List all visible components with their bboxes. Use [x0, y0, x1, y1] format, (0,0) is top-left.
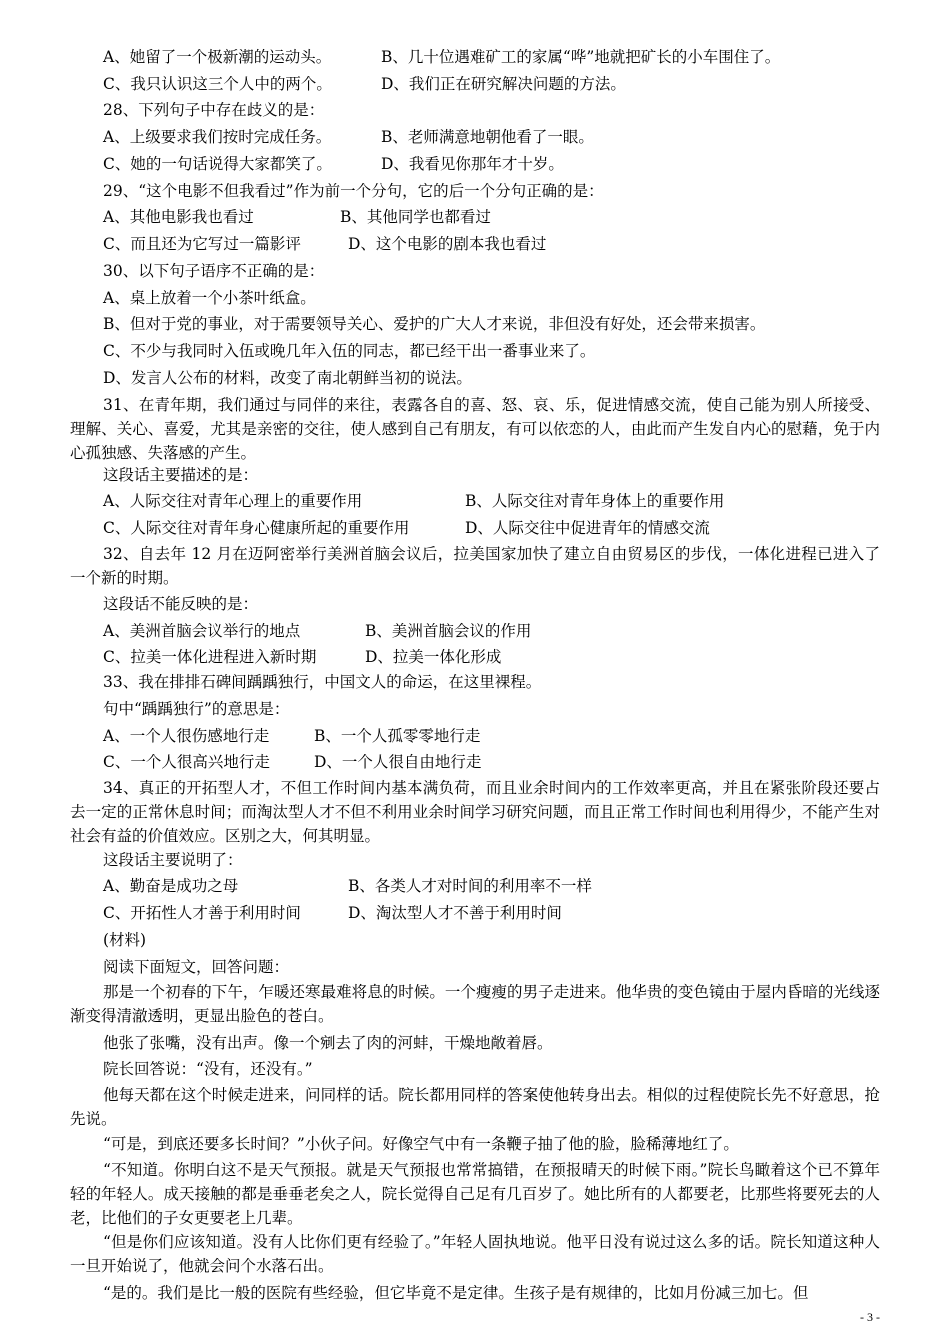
- q33-passage: 33、我在排排石碑间踽踽独行，中国文人的命运，在这里裸程。: [103, 673, 542, 691]
- q30-option-c: C、不少与我同时入伍或晚几年入伍的同志，都已经干出一番事业来了。: [103, 342, 596, 360]
- option-c: C、而且还为它写过一篇影评: [103, 235, 301, 253]
- q33-options-row2: [103, 752, 482, 772]
- option-d: D、这个电影的剧本我也看过: [348, 235, 547, 253]
- material-label: (材料): [103, 931, 147, 949]
- option-c: C、人际交往对青年身心健康所起的重要作用: [103, 519, 410, 537]
- option-b: B、美洲首脑会议的作用: [365, 622, 532, 640]
- q29-question: 29、“这个电影不但我看过”作为前一个分句，它的后一个分句正确的是：: [103, 182, 604, 200]
- option-d: D、我看见你那年才十岁。: [381, 155, 564, 173]
- q29-options-row2: [103, 234, 547, 254]
- q28-question: 28、下列句子中存在歧义的是：: [103, 101, 325, 119]
- option-d: D、一个人很自由地行走: [314, 753, 482, 771]
- story-paragraph: “但是你们应该知道。没有人比你们更有经验了。”年轻人固执地说。他平日没有说过这么多的话。院长知道这种人一旦开始说了，他就会问个水落石出。: [70, 1233, 880, 1275]
- q32-prompt: 这段话不能反映的是：: [103, 595, 259, 613]
- option-a: A、其他电影我也看过: [103, 208, 254, 226]
- option-d: D、淘汰型人才不善于利用时间: [348, 904, 562, 922]
- option-c: C、拉美一体化进程进入新时期: [103, 648, 317, 666]
- option-d: D、人际交往中促进青年的情感交流: [465, 519, 710, 537]
- story-paragraph: 院长回答说：“没有，还没有。”: [103, 1060, 313, 1078]
- story-paragraph: “可是，到底还要多长时间？”小伙子问。好像空气中有一条鞭子抽了他的脸，脸稀薄地红了。: [103, 1135, 739, 1153]
- q34-passage: 34、真正的开拓型人才，不但工作时间内基本满负荷，而且业余时间内的工作效率更高，并且在紧张阶段还要占去一定的正常休息时间；而淘汰型人才不但不利用业余时间学习研究问题，而且正常工作时间也利用得少，不能产生对社会有益的价值效应。区别之大，何其明显。: [70, 779, 880, 845]
- story-paragraph: 那是一个初春的下午，乍暖还寒最难将息的时候。一个瘦瘦的男子走进来。他华贵的变色镜由于屋内昏暗的光线逐渐变得清澈透明，更显出脸色的苍白。: [70, 983, 880, 1025]
- option-c: C、开拓性人才善于利用时间: [103, 904, 301, 922]
- option-c: C、她的一句话说得大家都笑了。: [103, 155, 332, 173]
- q30-question: 30、以下句子语序不正确的是：: [103, 262, 325, 280]
- option-b: B、几十位遇难矿工的家属“哗”地就把矿长的小车围住了。: [381, 48, 781, 66]
- q31-options-row1: [103, 491, 725, 511]
- option-b: B、其他同学也都看过: [340, 208, 491, 226]
- q29-options-row1: [103, 207, 491, 227]
- q31-options-row2: [103, 518, 710, 538]
- story-paragraph: “不知道。你明白这不是天气预报。就是天气预报也常常搞错，在预报晴天的时候下雨。”院长鸟瞰着这个已不算年轻的年轻人。成天接触的都是垂垂老矣之人，院长觉得自己足有几百岁了。她比所有的人都要老，比那些将要死去的人老，比他们的子女更要老上几辈。: [70, 1161, 880, 1227]
- page-number: - 3 -: [860, 1310, 880, 1324]
- option-b: B、老师满意地朝他看了一眼。: [381, 128, 594, 146]
- option-a: A、她留了一个极新潮的运动头。: [103, 48, 332, 66]
- q34-options-row2: [103, 903, 562, 923]
- option-b: B、各类人才对时间的利用率不一样: [348, 877, 592, 895]
- story-paragraph: “是的。我们是比一般的医院有些经验，但它毕竟不是定律。生孩子是有规律的，比如月份减三加七。但: [103, 1284, 809, 1302]
- q30-option-b: B、但对于党的事业，对于需要领导关心、爱护的广大人才来说，非但没有好处，还会带来损害。: [103, 315, 766, 333]
- option-b: B、人际交往对青年身体上的重要作用: [465, 492, 725, 510]
- option-c: C、一个人很高兴地行走: [103, 753, 270, 771]
- option-d: D、拉美一体化形成: [365, 648, 502, 666]
- option-a: A、美洲首脑会议举行的地点: [103, 622, 301, 640]
- q28-options-row2: [103, 154, 564, 174]
- q32-options-row1: [103, 621, 532, 641]
- q28-options-row1: [103, 127, 594, 147]
- q32-options-row2: [103, 647, 502, 667]
- option-c: C、我只认识这三个人中的两个。: [103, 75, 332, 93]
- option-a: A、勤奋是成功之母: [103, 877, 239, 895]
- q33-options-row1: [103, 726, 481, 746]
- option-a: A、一个人很伤感地行走: [103, 727, 270, 745]
- q27-options-row2: [103, 74, 626, 94]
- story-paragraph: 他每天都在这个时候走进来，问同样的话。院长都用同样的答案使他转身出去。相似的过程使院长先不好意思，抢先说。: [70, 1086, 880, 1128]
- q31-passage: 31、在青年期，我们通过与同伴的来往，表露各自的喜、怒、哀、乐，促进情感交流，使自己能为别人所接受、理解、关心、喜爱，尤其是亲密的交往，使人感到自己有朋友，有可以依恋的人，由此而产生发自内心的慰藉，免于内心孤独感、失落感的产生。: [70, 396, 880, 462]
- q34-prompt: 这段话主要说明了：: [103, 851, 243, 869]
- q32-passage: 32、自去年 12 月在迈阿密举行美洲首脑会议后，拉美国家加快了建立自由贸易区的步伐，一体化进程已进入了一个新的时期。: [70, 545, 880, 587]
- q31-prompt: 这段话主要描述的是：: [103, 466, 259, 484]
- q34-options-row1: [103, 876, 592, 896]
- option-a: A、上级要求我们按时完成任务。: [103, 128, 332, 146]
- q27-options-row1: [103, 47, 781, 67]
- material-intro: 阅读下面短文，回答问题：: [103, 958, 290, 976]
- option-b: B、一个人孤零零地行走: [314, 727, 481, 745]
- story-paragraph: 他张了张嘴，没有出声。像一个剜去了肉的河蚌，干燥地敞着唇。: [103, 1034, 553, 1052]
- q30-option-d: D、发言人公布的材料，改变了南北朝鲜当初的说法。: [103, 369, 472, 387]
- option-a: A、人际交往对青年心理上的重要作用: [103, 492, 363, 510]
- q33-prompt: 句中“踽踽独行”的意思是：: [103, 700, 290, 718]
- option-d: D、我们正在研究解决问题的方法。: [381, 75, 626, 93]
- q30-option-a: A、桌上放着一个小茶叶纸盒。: [103, 289, 316, 307]
